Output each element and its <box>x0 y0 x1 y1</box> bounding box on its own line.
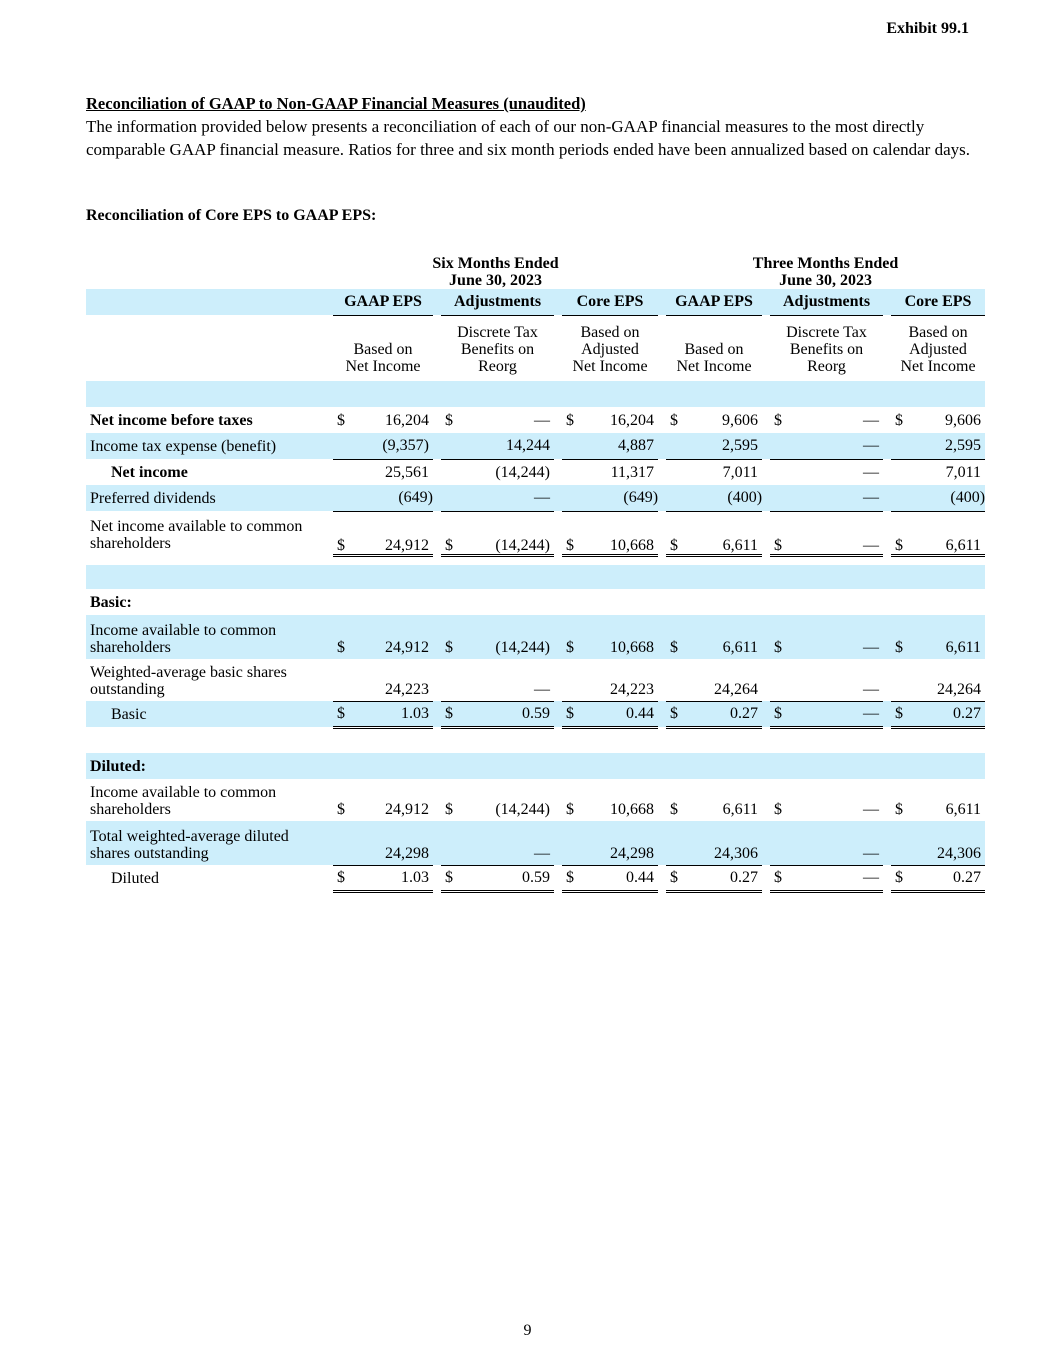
row-label-line: shareholders <box>90 801 171 818</box>
period-header-row <box>86 255 985 289</box>
col-sub-line: Based on <box>353 341 413 358</box>
col-subheader <box>562 315 658 375</box>
spacer-row <box>86 565 985 589</box>
row-label-line: Income available to common <box>90 784 277 801</box>
cell-value: (9,357) <box>353 433 433 459</box>
table-row <box>86 511 985 555</box>
currency-symbol: $ <box>891 615 911 659</box>
table-row <box>86 407 985 433</box>
three-month-period <box>666 255 985 289</box>
cell-value: 1.03 <box>353 865 433 891</box>
cell-value: 24,912 <box>353 511 433 555</box>
cell-value: 6,611 <box>911 615 985 659</box>
col-sub-line: Based on <box>580 324 640 341</box>
currency-symbol: $ <box>774 801 783 818</box>
cell-value: — <box>790 821 883 865</box>
cell-value: 0.44 <box>582 865 658 891</box>
row-label-line: shareholders <box>90 639 171 656</box>
row-label-line: Weighted-average basic shares <box>90 664 287 681</box>
currency-symbol: $ <box>670 801 679 818</box>
currency-symbol: $ <box>441 701 461 727</box>
cell-value: — <box>534 411 550 429</box>
col-sub-line: Discrete Tax <box>457 324 538 341</box>
cell-value: 24,912 <box>353 615 433 659</box>
col-header: GAAP EPS <box>666 289 762 315</box>
col-header: GAAP EPS <box>333 289 433 315</box>
cell-value: 2,595 <box>686 433 762 459</box>
cell-value: — <box>863 463 880 481</box>
col-header: Core EPS <box>891 289 985 315</box>
cell-value: 1.03 <box>353 701 433 727</box>
cell-value: 7,011 <box>945 463 982 481</box>
diluted-heading: Diluted: <box>86 753 333 779</box>
cell-value: 24,264 <box>911 659 985 701</box>
currency-symbol: $ <box>670 411 679 429</box>
three-month-period-line2: June 30, 2023 <box>779 272 872 289</box>
cell-value: 6,611 <box>686 615 762 659</box>
currency-symbol: $ <box>566 801 574 818</box>
table-row <box>86 821 985 865</box>
currency-symbol: $ <box>895 411 904 429</box>
row-label-line: shareholders <box>90 535 171 552</box>
cell-value: 9,606 <box>722 411 759 429</box>
table-row <box>86 485 985 511</box>
currency-symbol: $ <box>333 511 353 555</box>
cell-value: — <box>790 659 883 701</box>
cell-value: 24,912 <box>385 801 429 818</box>
row-label-line: shares outstanding <box>90 845 209 862</box>
col-sub-line: Discrete Tax <box>786 324 867 341</box>
cell-value: 0.27 <box>911 865 985 891</box>
cell-value: — <box>790 701 883 727</box>
section-heading-row <box>86 589 985 615</box>
cell-value: 24,223 <box>353 659 433 701</box>
row-label: Basic <box>86 701 333 727</box>
currency-symbol: $ <box>566 411 574 429</box>
table-row <box>86 615 985 659</box>
cell-value: (400) <box>686 485 762 511</box>
cell-value: 6,611 <box>945 801 982 818</box>
cell-value: — <box>790 615 883 659</box>
row-label <box>86 511 333 555</box>
cell-value: 24,223 <box>582 659 658 701</box>
cell-value: (14,244) <box>461 511 554 555</box>
cell-value: 0.59 <box>461 701 554 727</box>
col-subheader <box>441 315 554 375</box>
row-label-line: outstanding <box>90 681 165 698</box>
column-subheader-row <box>86 315 985 375</box>
col-sub-line: Adjusted <box>581 341 639 358</box>
cell-value: 25,561 <box>385 463 429 481</box>
row-label-line: Total weighted-average diluted <box>90 828 289 845</box>
table-row <box>86 865 985 891</box>
currency-symbol: $ <box>333 615 353 659</box>
currency-symbol: $ <box>666 615 686 659</box>
cell-value: 0.59 <box>461 865 554 891</box>
reconciliation-table <box>86 255 985 893</box>
cell-value: (649) <box>582 485 658 511</box>
cell-value: 2,595 <box>911 433 985 459</box>
cell-value: 10,668 <box>582 615 658 659</box>
col-subheader <box>333 315 433 375</box>
col-subheader <box>666 315 762 375</box>
row-label-line: Net income available to common <box>90 518 303 535</box>
cell-value: — <box>790 511 883 555</box>
currency-symbol: $ <box>337 801 345 818</box>
cell-value: — <box>461 821 554 865</box>
currency-symbol: $ <box>891 511 911 555</box>
cell-value: 9,606 <box>945 411 982 429</box>
section-subtitle: Reconciliation of Core EPS to GAAP EPS: <box>86 207 377 224</box>
table-row <box>86 433 985 459</box>
col-sub-line: Net Income <box>676 358 752 375</box>
cell-value: 24,306 <box>686 821 762 865</box>
three-month-period-line1: Three Months Ended <box>752 255 899 272</box>
row-label-line: Income available to common <box>90 622 277 639</box>
row-label <box>86 779 333 821</box>
currency-symbol: $ <box>666 701 686 727</box>
exhibit-label: Exhibit 99.1 <box>886 20 969 37</box>
cell-value: — <box>461 485 554 511</box>
page-number: 9 <box>523 1322 532 1339</box>
cell-value: 0.27 <box>911 701 985 727</box>
cell-value: 24,264 <box>686 659 762 701</box>
cell-value: — <box>461 659 554 701</box>
col-sub-line: Benefits on <box>789 341 864 358</box>
col-sub-line: Net Income <box>900 358 976 375</box>
currency-symbol: $ <box>770 615 790 659</box>
row-label: Diluted <box>111 869 159 887</box>
currency-symbol: $ <box>666 511 686 555</box>
row-label <box>86 659 333 701</box>
currency-symbol: $ <box>441 615 461 659</box>
row-label: Preferred dividends <box>86 485 333 511</box>
basic-heading: Basic: <box>90 593 132 611</box>
cell-value: — <box>863 801 880 818</box>
cell-value: 16,204 <box>610 411 655 429</box>
currency-symbol: $ <box>445 801 453 818</box>
currency-symbol: $ <box>891 865 911 891</box>
col-header: Adjustments <box>441 289 554 315</box>
currency-symbol: $ <box>333 701 353 727</box>
cell-value: (14,244) <box>495 463 550 481</box>
currency-symbol: $ <box>770 701 790 727</box>
col-subheader <box>891 315 985 375</box>
cell-value: 16,204 <box>385 411 429 429</box>
six-month-period-line2: June 30, 2023 <box>449 272 542 289</box>
currency-symbol: $ <box>333 865 353 891</box>
cell-value: 24,298 <box>582 821 658 865</box>
cell-value: 6,611 <box>911 511 985 555</box>
cell-value: (14,244) <box>461 615 554 659</box>
cell-value: — <box>790 485 883 511</box>
col-sub-line: Adjusted <box>909 341 967 358</box>
currency-symbol: $ <box>441 865 461 891</box>
col-sub-line: Net Income <box>345 358 421 375</box>
table-row <box>86 659 985 701</box>
row-label: Income tax expense (benefit) <box>86 433 333 459</box>
currency-symbol: $ <box>337 411 345 429</box>
cell-value: 0.44 <box>582 701 658 727</box>
cell-value: 10,668 <box>582 511 658 555</box>
page-title: Reconciliation of GAAP to Non-GAAP Financial Measures (unaudited) <box>86 94 586 113</box>
cell-value: — <box>790 433 883 459</box>
intro-paragraph: The information provided below presents a reconciliation of each of our non-GAAP financial measures to the most directly comparable GAAP financial measure. Ratios for three and six month periods ended have been annualized based on calendar days. <box>86 117 970 159</box>
col-sub-line: Benefits on <box>460 341 535 358</box>
col-sub-line: Reorg <box>807 358 846 375</box>
table-row <box>86 701 985 727</box>
six-month-period <box>333 255 658 289</box>
col-sub-line: Based on <box>908 324 968 341</box>
cell-value: (400) <box>911 485 985 511</box>
cell-value: 4,887 <box>582 433 658 459</box>
cell-value: 11,317 <box>610 463 655 481</box>
cell-value: 24,298 <box>353 821 433 865</box>
row-label: Net income <box>111 463 188 481</box>
col-header: Core EPS <box>562 289 658 315</box>
section-heading-row <box>86 753 985 779</box>
currency-symbol: $ <box>445 411 453 429</box>
currency-symbol: $ <box>562 615 582 659</box>
cell-value: 6,611 <box>686 511 762 555</box>
cell-value: (14,244) <box>495 801 550 818</box>
row-label <box>86 821 333 865</box>
cell-value: (649) <box>353 485 433 511</box>
currency-symbol: $ <box>666 865 686 891</box>
cell-value: 0.27 <box>686 865 762 891</box>
cell-value: 14,244 <box>461 433 554 459</box>
currency-symbol: $ <box>441 511 461 555</box>
cell-value: 24,306 <box>911 821 985 865</box>
row-label: Net income before taxes <box>90 411 253 429</box>
currency-symbol: $ <box>774 411 783 429</box>
row-label <box>86 615 333 659</box>
cell-value: — <box>863 411 880 429</box>
col-subheader <box>770 315 883 375</box>
col-sub-line: Net Income <box>572 358 648 375</box>
cell-value: — <box>790 865 883 891</box>
cell-value: 0.27 <box>686 701 762 727</box>
currency-symbol: $ <box>770 865 790 891</box>
currency-symbol: $ <box>895 801 904 818</box>
spacer-row <box>86 381 985 407</box>
currency-symbol: $ <box>770 511 790 555</box>
currency-symbol: $ <box>891 701 911 727</box>
currency-symbol: $ <box>562 865 582 891</box>
col-sub-line: Reorg <box>478 358 517 375</box>
currency-symbol: $ <box>562 511 582 555</box>
cell-value: 10,668 <box>610 801 655 818</box>
currency-symbol: $ <box>562 701 582 727</box>
col-sub-line: Based on <box>684 341 744 358</box>
cell-value: 7,011 <box>722 463 759 481</box>
column-header-row <box>86 289 985 315</box>
cell-value: 6,611 <box>722 801 759 818</box>
six-month-period-line1: Six Months Ended <box>432 255 559 272</box>
col-header: Adjustments <box>770 289 883 315</box>
table-row <box>86 779 985 821</box>
table-row <box>86 459 985 485</box>
